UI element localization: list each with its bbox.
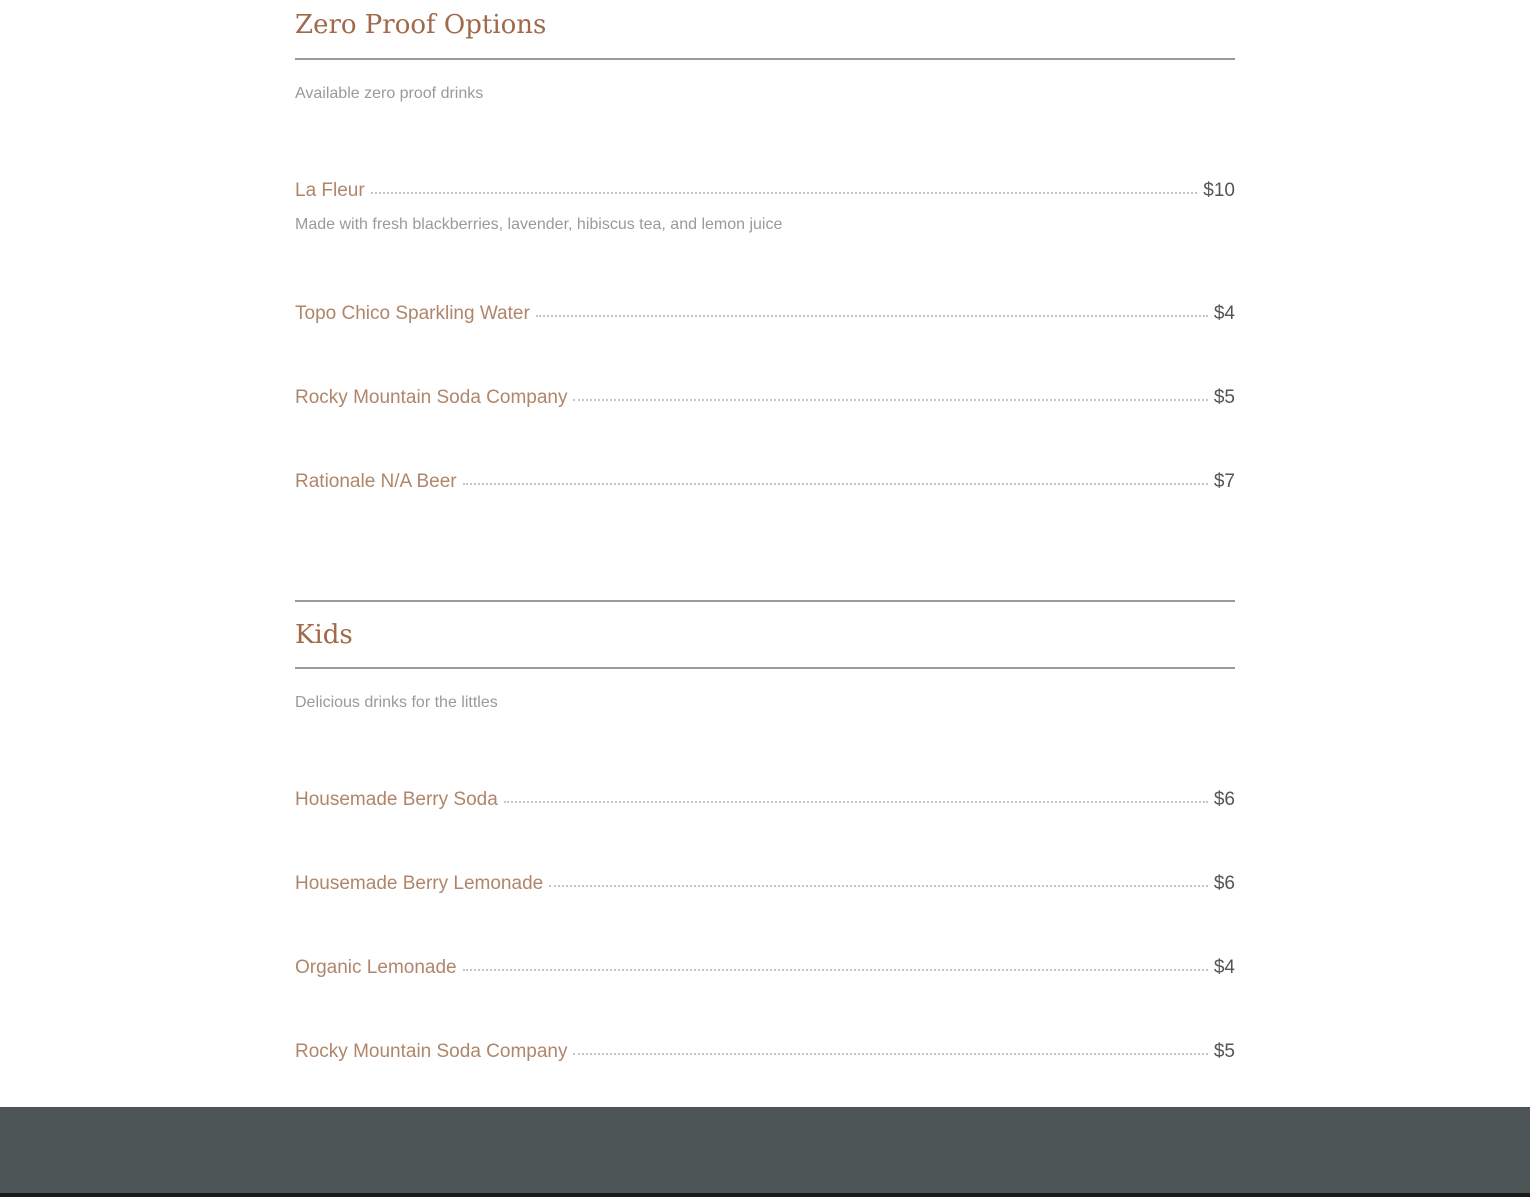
footer-bottom-edge — [0, 1193, 1530, 1197]
item-name: Rocky Mountain Soda Company — [295, 1041, 568, 1062]
dot-leader — [463, 483, 1208, 485]
dot-leader — [463, 969, 1208, 971]
item-price: $5 — [1213, 387, 1235, 408]
menu-item — [295, 789, 1235, 811]
item-name: Organic Lemonade — [295, 957, 457, 978]
section-title-zero-proof: Zero Proof Options — [295, 10, 547, 40]
menu-item — [295, 303, 1235, 325]
item-name: Housemade Berry Soda — [295, 789, 498, 810]
item-price: $7 — [1213, 471, 1235, 492]
item-description: Made with fresh blackberries, lavender, hibiscus tea, and lemon juice — [295, 216, 783, 233]
item-price: $10 — [1203, 180, 1235, 201]
dot-leader — [573, 1053, 1207, 1055]
item-price: $6 — [1213, 789, 1235, 810]
menu-item — [295, 387, 1235, 409]
menu-item — [295, 957, 1235, 979]
menu-item — [295, 471, 1235, 493]
item-price: $4 — [1213, 957, 1235, 978]
item-name: Rocky Mountain Soda Company — [295, 387, 568, 408]
section-divider — [295, 600, 1235, 602]
item-price: $5 — [1213, 1041, 1235, 1062]
item-name: Rationale N/A Beer — [295, 471, 457, 492]
dot-leader — [549, 885, 1208, 887]
section-divider — [295, 58, 1235, 60]
dot-leader — [536, 315, 1208, 317]
item-price: $4 — [1213, 303, 1235, 324]
section-title-kids: Kids — [295, 620, 353, 650]
item-price: $6 — [1213, 873, 1235, 894]
dot-leader — [573, 399, 1207, 401]
dot-leader — [504, 801, 1208, 803]
menu-item — [295, 180, 1235, 234]
item-name: Housemade Berry Lemonade — [295, 873, 544, 894]
footer — [0, 1107, 1530, 1193]
item-name: La Fleur — [295, 180, 365, 201]
menu-item — [295, 873, 1235, 895]
item-name: Topo Chico Sparkling Water — [295, 303, 530, 324]
section-divider — [295, 667, 1235, 669]
section-description: Available zero proof drinks — [295, 85, 484, 102]
section-description: Delicious drinks for the littles — [295, 694, 498, 711]
dot-leader — [371, 192, 1198, 194]
menu-item — [295, 1041, 1235, 1063]
